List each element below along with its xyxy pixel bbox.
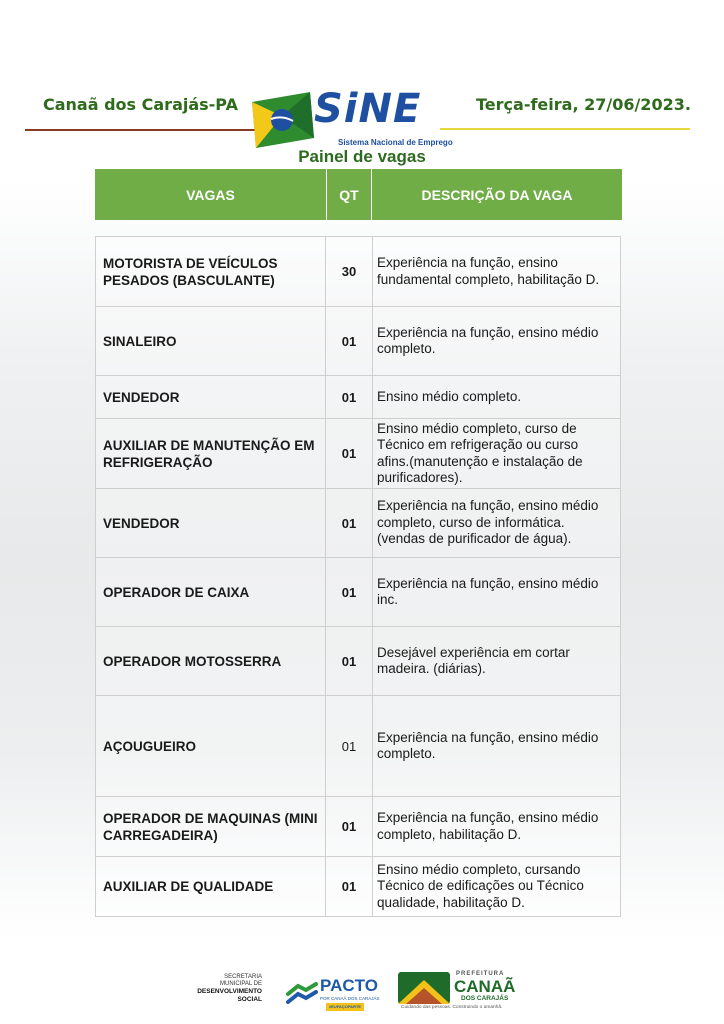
secretaria-line: DESENVOLVIMENTO xyxy=(197,988,262,995)
qt-cell: 01 xyxy=(326,696,373,797)
pacto-subtitle: POR CANAÃ DOS CARAJÁS xyxy=(320,996,380,1001)
brazil-flag-icon xyxy=(252,88,322,150)
table-row xyxy=(96,797,621,857)
qt-cell: 01 xyxy=(326,857,373,917)
date-label: Terça-feira, 27/06/2023. xyxy=(476,95,691,114)
vaga-cell: OPERADOR MOTOSSERRA xyxy=(96,627,326,696)
descricao-cell: Experiência na função, ensino médio completo. xyxy=(373,696,621,797)
qt-cell: 01 xyxy=(326,489,373,558)
canaa-slogan: Cuidando das pessoas. Construindo o amanhã. xyxy=(401,1005,503,1010)
sine-logo-text: SiNE xyxy=(314,86,422,132)
descricao-cell: Experiência na função, ensino médio completo, habilitação D. xyxy=(373,797,621,857)
canaa-subtitle: DOS CARAJÁS xyxy=(461,995,509,1002)
page-title: Painel de vagas xyxy=(298,147,426,166)
vagas-table xyxy=(95,236,621,917)
qt-cell: 01 xyxy=(326,419,373,489)
descricao-cell: Experiência na função, ensino médio completo, curso de informática. (vendas de purificador de água). xyxy=(373,489,621,558)
sine-logo xyxy=(252,88,467,150)
descricao-cell: Desejável experiência em cortar madeira. (diárias). xyxy=(373,627,621,696)
table-row xyxy=(96,857,621,917)
vaga-cell: AUXILIAR DE MANUTENÇÃO EM REFRIGERAÇÃO xyxy=(96,419,326,489)
table-row xyxy=(96,558,621,627)
vaga-cell: AUXILIAR DE QUALIDADE xyxy=(96,857,326,917)
descricao-cell: Ensino médio completo, cursando Técnico de edificações ou Técnico qualidade, habilitação D. xyxy=(373,857,621,917)
page-header xyxy=(0,0,724,170)
table-row xyxy=(96,489,621,558)
descricao-cell: Ensino médio completo, curso de Técnico em refrigeração ou curso afins.(manutenção e instalação de purificadores). xyxy=(373,419,621,489)
prefeitura-logo xyxy=(398,970,528,1016)
vaga-cell: AÇOUGUEIRO xyxy=(96,696,326,797)
descricao-cell: Experiência na função, ensino médio completo. xyxy=(373,307,621,376)
page-footer xyxy=(0,960,724,1024)
table-row xyxy=(96,419,621,489)
secretaria-line: MUNICIPAL DE xyxy=(219,981,262,987)
qt-cell: 01 xyxy=(326,307,373,376)
vaga-cell: OPERADOR DE MAQUINAS (MINI CARREGADEIRA) xyxy=(96,797,326,857)
qt-cell: 01 xyxy=(326,558,373,627)
vaga-cell: VENDEDOR xyxy=(96,489,326,558)
qt-cell: 01 xyxy=(326,627,373,696)
table-row xyxy=(96,627,621,696)
qt-cell: 01 xyxy=(326,797,373,857)
vaga-cell: SINALEIRO xyxy=(96,307,326,376)
vaga-cell: OPERADOR DE CAIXA xyxy=(96,558,326,627)
column-header-descricao: DESCRIÇÃO DA VAGA xyxy=(421,186,573,203)
qt-cell: 30 xyxy=(326,237,373,307)
vaga-cell: VENDEDOR xyxy=(96,376,326,419)
column-header-vagas: VAGAS xyxy=(95,169,327,220)
handshake-icon xyxy=(286,980,318,1010)
header-divider-right xyxy=(440,128,690,130)
canaa-emblem-icon xyxy=(398,972,450,1004)
sine-logo-subtitle: Sistema Nacional de Emprego xyxy=(338,138,453,147)
secretaria-line: SECRETARIA xyxy=(224,974,262,980)
secretaria-line: SOCIAL xyxy=(237,996,262,1003)
vaga-cell: MOTORISTA DE VEÍCULOS PESADOS (BASCULANTE) xyxy=(96,237,326,307)
header-divider-left xyxy=(25,129,255,131)
pacto-logo xyxy=(286,974,378,1018)
descricao-cell: Experiência na função, ensino médio inc. xyxy=(373,558,621,627)
canaa-prefeitura-label: PREFEITURA xyxy=(456,971,505,977)
descricao-cell: Ensino médio completo. xyxy=(373,376,621,419)
table-header xyxy=(95,169,622,220)
pacto-badge: #EUFAÇOPARTE xyxy=(326,1003,364,1011)
table-row xyxy=(96,307,621,376)
table-row xyxy=(96,696,621,797)
column-header-qt: QT xyxy=(327,169,372,220)
table-row xyxy=(96,237,621,307)
table-row xyxy=(96,376,621,419)
pacto-name: PACTO xyxy=(320,976,378,995)
canaa-name: CANAÃ xyxy=(454,977,516,996)
qt-cell: 01 xyxy=(326,376,373,419)
descricao-cell: Experiência na função, ensino fundamental completo, habilitação D. xyxy=(373,237,621,307)
city-label: Canaã dos Carajás-PA xyxy=(43,95,238,114)
secretaria-logo xyxy=(190,974,262,1004)
